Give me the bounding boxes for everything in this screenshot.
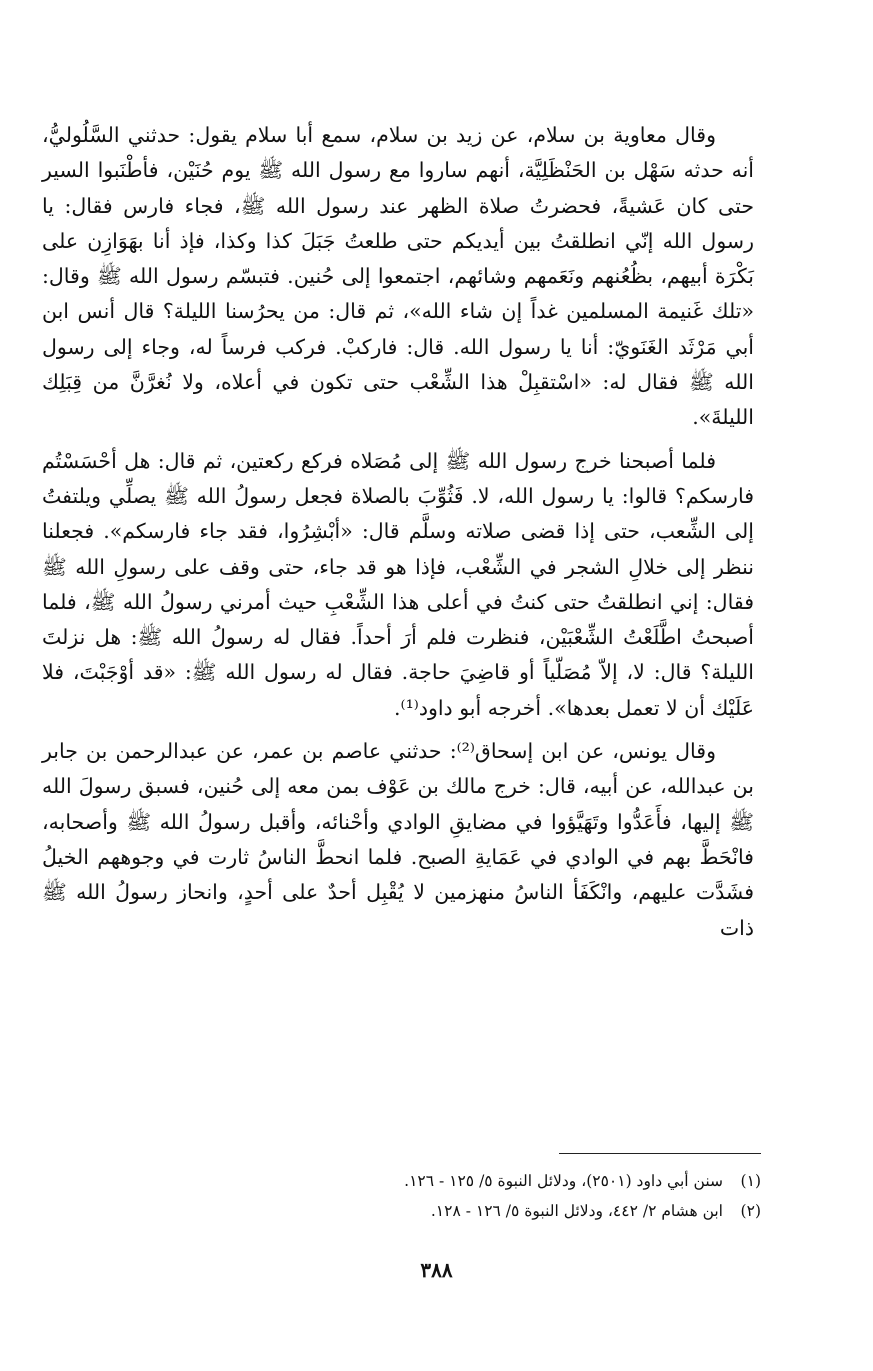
paragraph-sahl-hadith: وقال معاوية بن سلام، عن زيد بن سلام، سمع أبا سلام يقول: حدثني السَّلُوليُّ، أنه حدثه سَهْل بن الحَنْظَلِيَّة، أنهم ساروا مع رسول الله ﷺ يوم حُنَيْن، فأطْنَبوا السير حتى كان عَشيةً، فحضرتُ صلاة الظهر عند رسول الله ﷺ، فجاء فارس فقال: يا رسول الله إنّي انطلقتُ بين أيديكم حتى طلعتُ جَبَلَ كذا وكذا، فإذ أنا بهَوَازِن على بَكْرَة أبيهم، بظُعُنهم ونَعَمهم وشائهم، اجتمعوا إلى حُنين. فتبسّم رسول الله ﷺ وقال: «تلك غَنيمة المسلمين غداً إن شاء الله»، ثم قال: من يحرُسنا الليلة؟ قال أنس ابن أبي مَرْثَد الغَنَويّ: أنا يا رسول الله. قال: فاركبْ. فركب فرساً له، وجاء إلى رسول الله ﷺ فقال له: «اسْتقبِلْ هذا الشِّعْب حتى تكون في أعلاه، ولا نُغرَّنَّ من قِبَلِك الليلةَ». xyxy=(42,123,754,430)
footnote-text: ابن هشام ٢/ ٤٤٢، ودلائل النبوة ٥/ ١٢٦ - ١٢٨. xyxy=(430,1202,723,1220)
paragraph-morning-prayer: فلما أصبحنا خرج رسول الله ﷺ إلى مُصَلاه فركع ركعتين، ثم قال: هل أحْسَسْتُم فارسكم؟ قالوا: يا رسول الله، لا. فَثُوِّبَ بالصلاة فجعل رسولُ الله ﷺ يصلِّي ويلتفتُ إلى الشِّعب، حتى إذا قضى صلاته وسلَّم قال: «أبْشِرُوا، فقد جاء فارسكم». فجعلنا ننظر إلى خلالِ الشجر في الشِّعْب، فإذا هو قد جاء، حتى وقف على رسولِ الله ﷺ فقال: إني انطلقتُ حتى كنتُ في أعلى هذا الشِّعْبِ حيث أمرني رسولُ الله ﷺ، فلما أصبحتُ اطَّلَعْتُ الشِّعْبَيْن، فنظرت فلم أرَ أحداً. فقال له رسولُ الله ﷺ: هل نزلتَ الليلة؟ قال: لا، إلاّ مُصَلّياً أو قاضِيَ حاجة. فقال له رسول الله ﷺ: «قد أوْجَبْتَ، فلا عَلَيْك أن لا تعمل بعدها». أخرجه أبو داود⁽¹⁾. xyxy=(42,448,754,720)
footnote-number: (٢) xyxy=(740,1202,761,1220)
footnote-number: (١) xyxy=(740,1172,761,1190)
footnote-item xyxy=(201,1196,761,1226)
footnote-item xyxy=(201,1166,761,1196)
footnote-separator xyxy=(559,1153,761,1154)
paragraph-yunus-narration: وقال يونس، عن ابن إسحاق⁽²⁾: حدثني عاصم بن عمر، عن عبدالرحمن بن جابر بن عبدالله، عن أبيه، قال: خرج مالك بن عَوْف بمن معه إلى حُنين، فسبق رسولَ الله ﷺ إليها، فأَعَدُّوا وتَهَيَّؤوا في مضايقِ الوادي وأحْنائه، وأقبل رسولُ الله ﷺ وأصحابه، فانْحَطَّ بهم في الوادي في عَمَايةِ الصبح. فلما انحطَّ الناسُ ثارت في وجوههم الخيلُ فشَدَّت عليهم، وانْكَفَأ الناسُ منهزمين لا يُقْبِل أحدٌ على أحدٍ، وانحاز رسولُ الله ﷺ ذات xyxy=(42,739,754,940)
page-number: ٣٨٨ xyxy=(420,1258,453,1282)
main-text xyxy=(42,118,754,946)
footnote-text: سنن أبي داود (٢٥٠١)، ودلائل النبوة ٥/ ١٢٥ - ١٢٦. xyxy=(404,1172,723,1190)
footnotes xyxy=(201,1166,761,1226)
